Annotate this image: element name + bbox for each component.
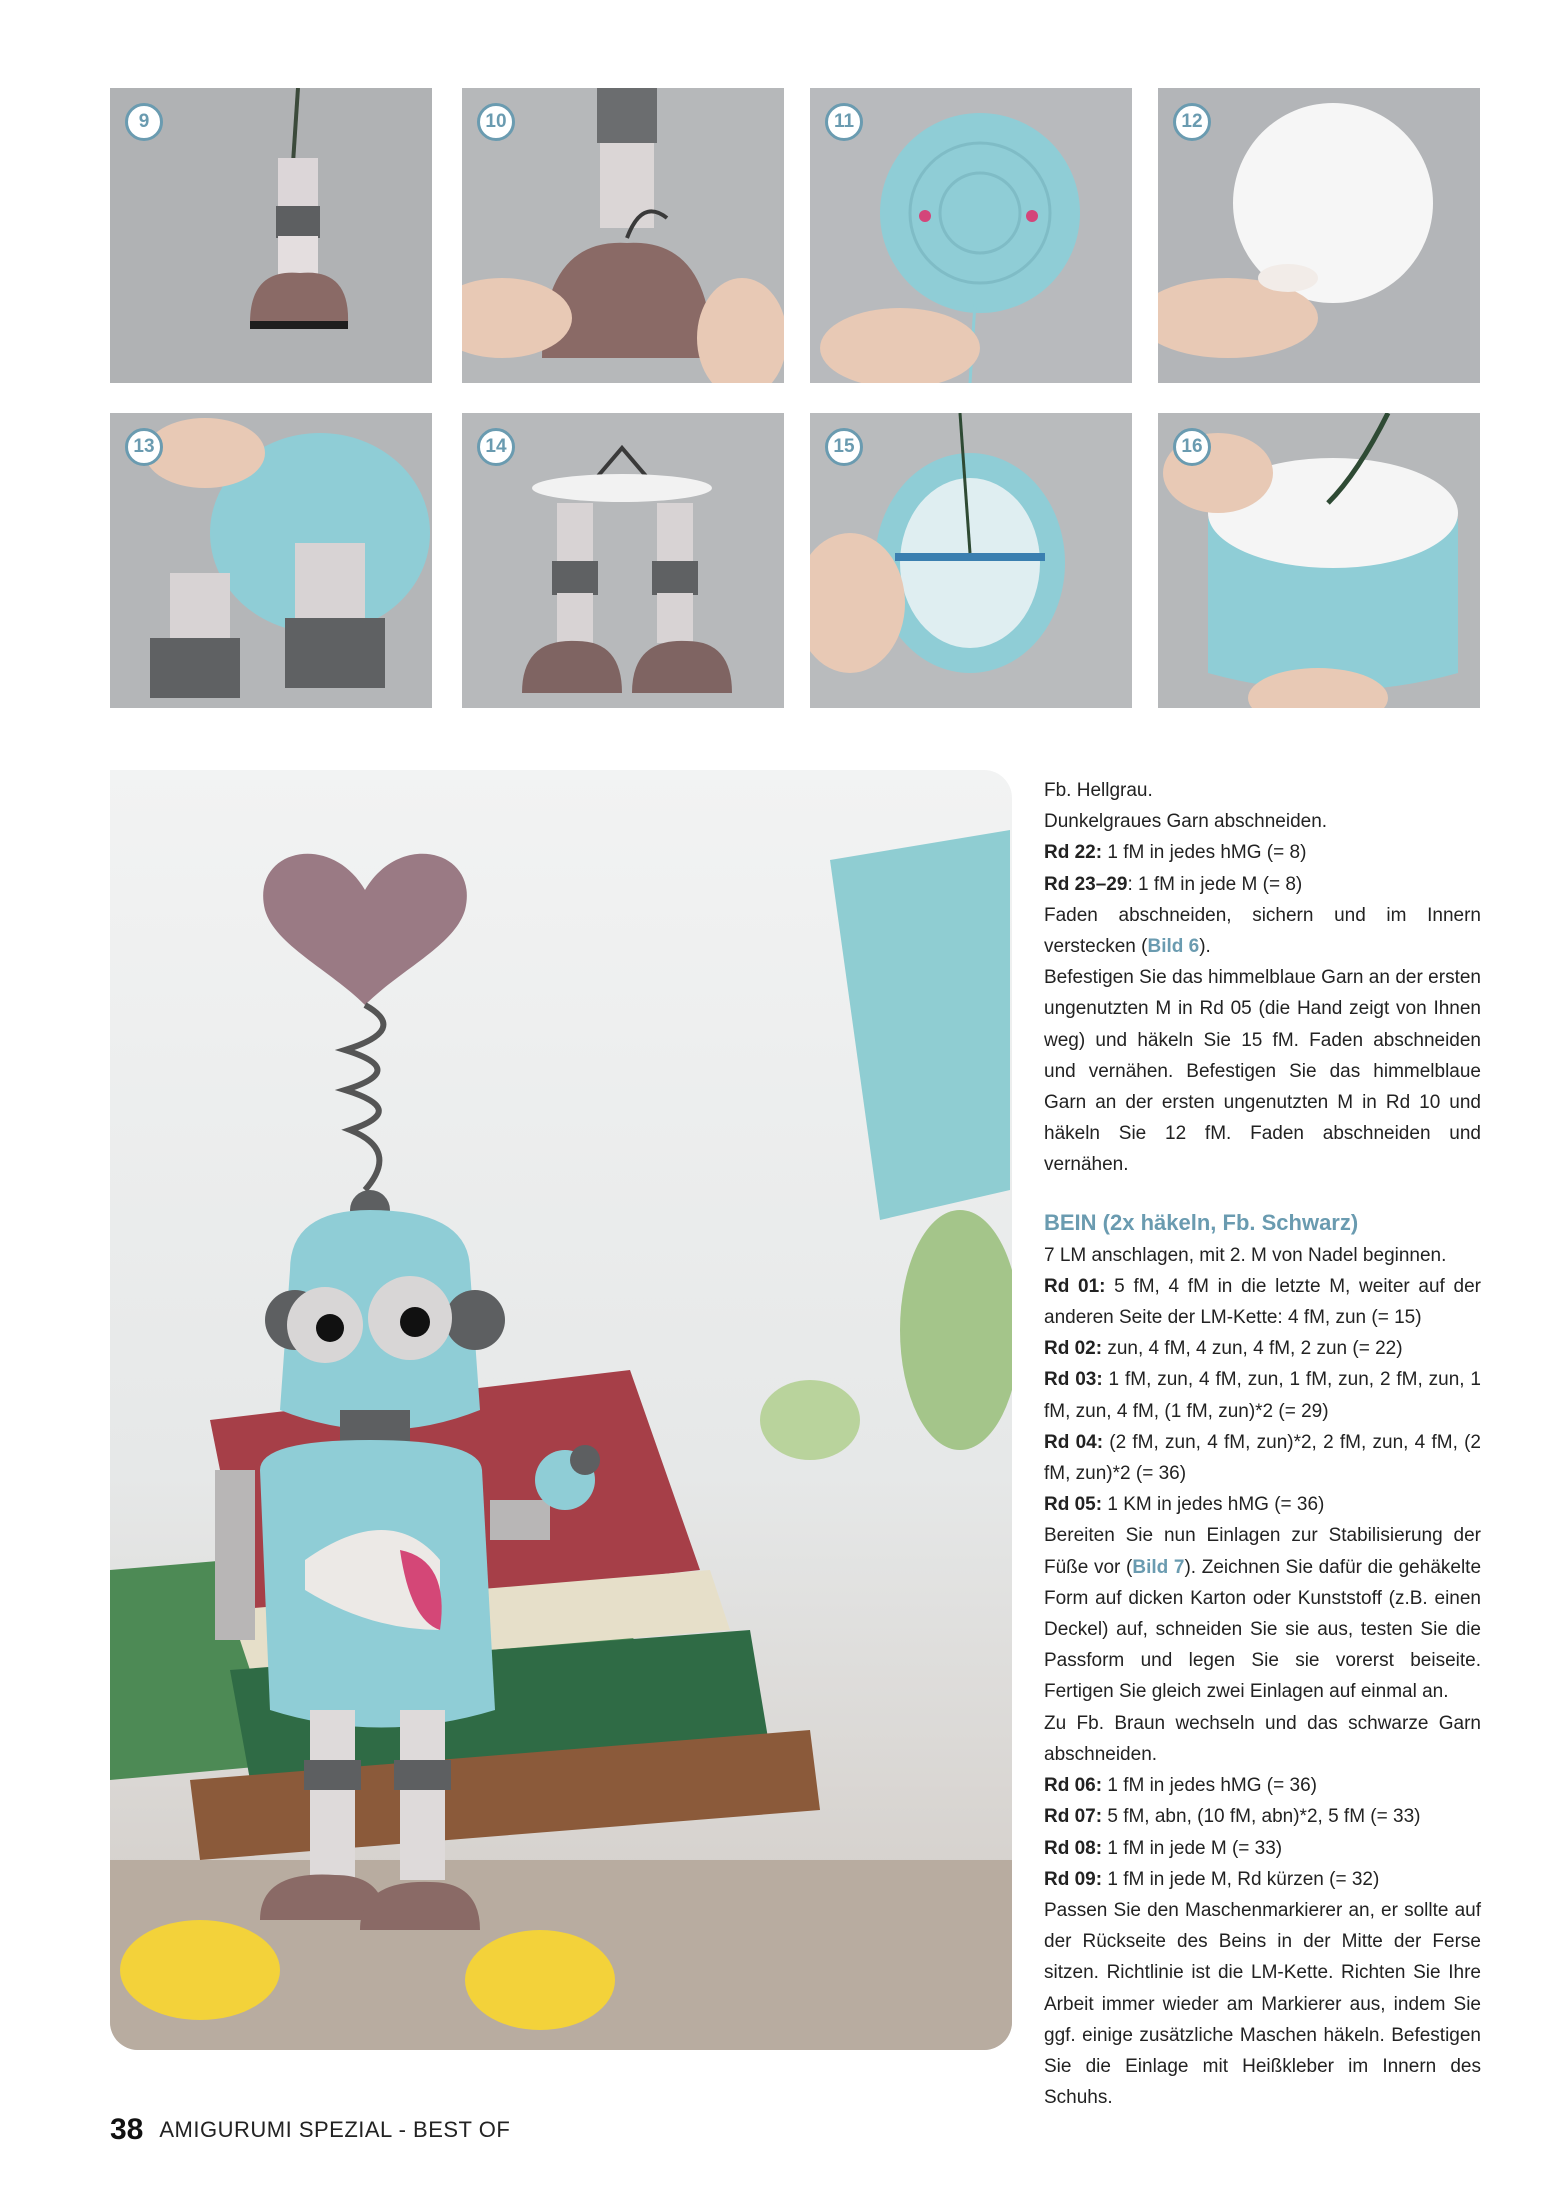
row-label: Rd 23–29 — [1044, 873, 1128, 895]
leg-start: 7 LM anschlagen, mit 2. M von Nadel beginnen. — [1044, 1244, 1447, 1266]
magazine-title: AMIGURUMI SPEZIAL - BEST OF — [159, 2117, 511, 2142]
pattern-row — [1044, 1489, 1481, 1520]
row-23-29 — [1044, 869, 1481, 900]
paragraph-insoles: Bereiten Sie nun Einlagen zur Stabilisierung der Füße vor (Bild 7). Zeichnen Sie dafür die gehäkelte Form auf dicken Karton oder Kunststoff (z.B. einen Deckel) auf, schneiden Sie sie aus, testen Sie die Passform und legen Sie sie vorerst beiseite. Fertigen Sie gleich zwei Einlagen auf einmal an. — [1044, 1525, 1482, 1703]
row-text: zun, 4 fM, 4 zun, 4 fM, 2 zun (= 22) — [1102, 1338, 1403, 1360]
step-photo-12 — [1158, 88, 1480, 383]
row-label: Rd 05: — [1044, 1494, 1103, 1516]
step-photo-11 — [810, 88, 1132, 383]
page-number: 38 — [110, 2113, 144, 2146]
step-photo-10 — [462, 88, 784, 383]
photo-ref-6: Bild 6 — [1147, 936, 1200, 958]
row-text: 1 fM in jedes hMG (= 8) — [1102, 842, 1307, 864]
step-photo-16 — [1158, 413, 1480, 708]
step-photo-13 — [110, 413, 432, 708]
step-badge-14: 14 — [477, 428, 515, 466]
row-label: Rd 04: — [1044, 1431, 1104, 1453]
row-label: Rd 01: — [1044, 1275, 1106, 1297]
step-badge-15: 15 — [825, 428, 863, 466]
pattern-row — [1044, 1801, 1481, 1832]
pattern-row — [1044, 1427, 1481, 1489]
leg-rows-6-9 — [1044, 1770, 1481, 1895]
step-badge-11: 11 — [825, 103, 863, 141]
row-text: 1 fM in jedes hMG (= 36) — [1102, 1775, 1317, 1797]
row-label: Rd 09: — [1044, 1868, 1103, 1890]
page-footer — [110, 2110, 510, 2150]
robot-photo — [110, 770, 1012, 2050]
intro-line-1: Fb. Hellgrau. — [1044, 780, 1153, 801]
row-text: 1 fM in jede M, Rd kürzen (= 32) — [1102, 1868, 1380, 1890]
pattern-row — [1044, 1770, 1481, 1801]
step-photo-9 — [110, 88, 432, 383]
instructions-text — [1044, 775, 1481, 2113]
row-label: Rd 03: — [1044, 1369, 1103, 1391]
step-photo-14 — [462, 413, 784, 708]
row-label: Rd 06: — [1044, 1775, 1103, 1797]
pattern-row — [1044, 1271, 1481, 1333]
row-label: Rd 22: — [1044, 842, 1103, 864]
row-text: 1 fM, zun, 4 fM, zun, 1 fM, zun, 2 fM, zun, 1 fM, zun, 4 fM, (1 fM, zun)*2 (= 29) — [1044, 1369, 1481, 1422]
row-label: Rd 08: — [1044, 1837, 1103, 1859]
row-text: : 1 fM in jede M (= 8) — [1127, 873, 1303, 895]
row-text: 5 fM, 4 fM in die letzte M, weiter auf der anderen Seite der LM-Kette: 4 fM, zun (= 15) — [1044, 1275, 1481, 1329]
paragraph-color-change: Zu Fb. Braun wechseln und das schwarze Garn abschneiden. — [1044, 1712, 1481, 1765]
row-22 — [1044, 837, 1481, 868]
row-label: Rd 02: — [1044, 1338, 1103, 1360]
leg-rows-1-5 — [1044, 1271, 1481, 1521]
intro-line-2: Dunkelgraues Garn abschneiden. — [1044, 811, 1328, 833]
step-badge-10: 10 — [477, 103, 515, 141]
paragraph-finish-arm: Faden abschneiden, sichern und im Innern verstecken (Bild 6). — [1044, 904, 1481, 958]
pattern-row — [1044, 1333, 1481, 1364]
pattern-row — [1044, 1833, 1481, 1864]
row-text: 1 fM in jede M (= 33) — [1102, 1837, 1283, 1859]
row-text: 1 KM in jedes hMG (= 36) — [1102, 1494, 1325, 1516]
pattern-row — [1044, 1864, 1481, 1895]
row-label: Rd 07: — [1044, 1806, 1103, 1828]
step-badge-16: 16 — [1173, 428, 1211, 466]
row-text: 5 fM, abn, (10 fM, abn)*2, 5 fM (= 33) — [1102, 1806, 1421, 1828]
paragraph-marker: Passen Sie den Maschenmarkierer an, er sollte auf der Rückseite des Beins in der Mitte der Ferse sitzen. Richtlinie ist die LM-Kette. Richten Sie Ihre Arbeit immer wieder am Markierer aus, indem Sie ggf. einige zusätzliche Maschen häkeln. Befestigen Sie die Einlage mit Heißkleber im Innern des Schuhs. — [1044, 1899, 1481, 2109]
step-badge-9: 9 — [125, 103, 163, 141]
step-badge-12: 12 — [1173, 103, 1211, 141]
row-text: (2 fM, zun, 4 fM, zun)*2, 2 fM, zun, 4 fM, (2 fM, zun)*2 (= 36) — [1044, 1431, 1481, 1485]
pattern-row — [1044, 1364, 1481, 1426]
paragraph-attach-yarn: Befestigen Sie das himmelblaue Garn an der ersten ungenutzten M in Rd 05 (die Hand zeigt von Ihnen weg) und häkeln Sie 15 fM. Faden abschneiden und vernähen. Befestigen Sie das himmelblaue Garn an der ersten ungenutzten M in Rd 10 und häkeln Sie 12 fM. Faden abschneiden und vernähen. — [1044, 967, 1481, 1176]
step-photo-15 — [810, 413, 1132, 708]
photo-ref-7: Bild 7 — [1132, 1556, 1185, 1578]
section-title-leg: BEIN (2x häkeln, Fb. Schwarz) — [1044, 1209, 1359, 1235]
step-badge-13: 13 — [125, 428, 163, 466]
